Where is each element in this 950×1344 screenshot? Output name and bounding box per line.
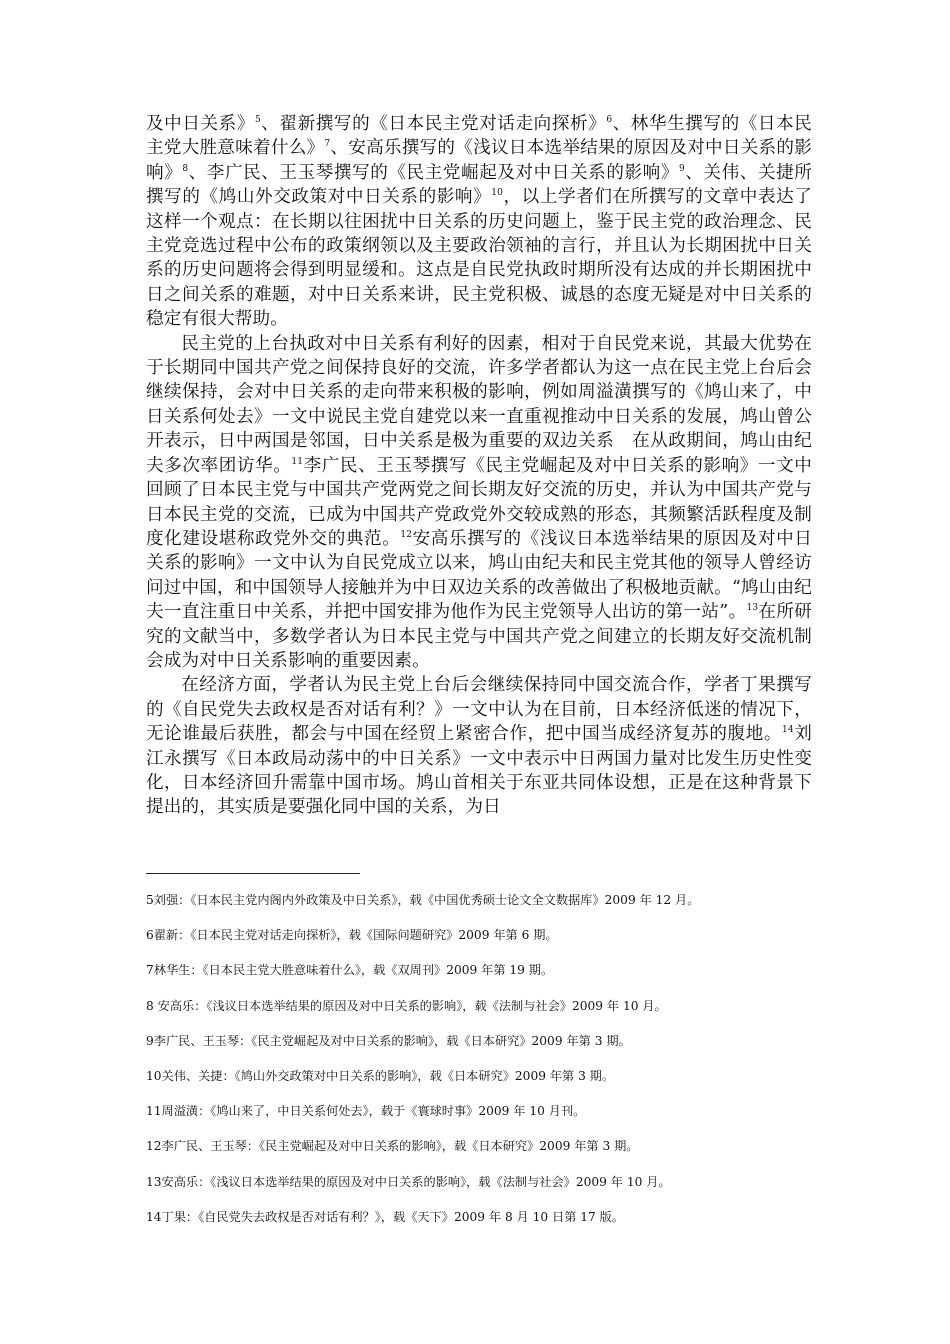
footnote: 7林华生：《日本民主党大胜意味着什么》，载《双周刊》2009 年第 19 期。 <box>146 963 554 978</box>
paragraph-text: 、林华生撰写的《日本民主党大胜意味着什么》 <box>146 114 813 159</box>
footnote: 14丁果：《自民党失去政权是否对话有利？》，载《天下》2009 年 8 月 10 日第 17 版。 <box>146 1209 625 1224</box>
paragraph-text: 、李广民、王玉琴撰写的《民主党崛起及对中日关系的影响》 <box>188 162 679 183</box>
paragraph-text: 、关伟、关捷所撰写的《鸠山外交政策对中日关系的影响》 <box>146 162 812 208</box>
footnote-reference[interactable]: 13 <box>746 603 759 614</box>
footnote: 6翟新：《日本民主党对话走向探析》，载《国际问题研究》2009 年第 6 期。 <box>146 928 558 943</box>
footnote: 13安高乐：《浅议日本选举结果的原因及对中日关系的影响》，载《法制与社会》2009 年 10 月。 <box>146 1174 671 1189</box>
footnote: 5刘强：《日本民主党内阁内外政策及中日关系》，载《中国优秀硕士论文全文数据库》2009 年 12 月。 <box>146 893 700 907</box>
footnotes <box>146 892 826 1244</box>
footnote-reference[interactable]: 6 <box>606 115 613 125</box>
paragraph <box>146 332 812 674</box>
paragraph-text: 民主党的上台执政对中日关系有利好的因素，相对于自民党来说，其最大优势在于长期同中国共产党之间保持良好的交流，许多学者都认为这一点在民主党上台后会继续保持，会对中日关系的走向带来积极的影响，例如周溢潢撰写的《鸠山来了，中日关系何处去》一文中说民主党自建党以来一直重视推动中日关系的发展，鸠山曾公开表示，日中两国是邻国，日中关系是极为重要的双边关系 在从政期间，鸠山由纪夫多次率团访华。 <box>146 333 812 476</box>
paragraph-text: 在经济方面，学者认为民主党上台后会继续保持同中国交流合作，学者丁果撰写的《自民党失去政权是否对话有利？》一文中认为在目前，日本经济低迷的情况下，无论谁最后获胜，都会与中国在经贸上紧密合作，把中国当成经济复苏的腹地。 <box>146 675 812 745</box>
body-text <box>146 112 812 820</box>
paragraph-text: ，以上学者们在所撰写的文章中表达了这样一个观点：在长期以往困扰中日关系的历史问题上，鉴于民主党的政治理念、民主党竞选过程中公布的政策纲领以及主要政治领袖的言行，并且认为长期困扰中日关系的历史问题将会得到明显缓和。这点是自民党执政时期所没有达成的并长期困扰中日之间关系的难题，对中日关系来讲，民主党积极、诚恳的态度无疑是对中日关系的稳定有很大帮助。 <box>146 187 812 330</box>
footnote: 10关伟、关捷：《鸠山外交政策对中日关系的影响》，载《日本研究》2009 年第 3 期。 <box>146 1068 615 1083</box>
footnote-reference[interactable]: 9 <box>678 163 685 174</box>
footnote-reference[interactable]: 7 <box>324 139 331 150</box>
paragraph-text: 、翟新撰写的《日本民主党对话走向探析》 <box>260 114 607 134</box>
footnote-reference[interactable]: 12 <box>400 529 413 540</box>
footnote: 12李广民、王玉琴：《民主党崛起及对中日关系的影响》，载《日本研究》2009 年第 3 期。 <box>146 1139 639 1154</box>
footnote: 8 安高乐：《浅议日本选举结果的原因及对中日关系的影响》，载《法制与社会》2009 年 10 月。 <box>146 998 667 1013</box>
paragraph <box>146 673 812 819</box>
paragraph-text: 李广民、王玉琴撰写《民主党崛起及对中日关系的影响》一文中回顾了日本民主党与中国共产党两党之间长期友好交流的历史，并认为中国共产党与日本民主党的交流，已成为中国共产党政党外交较成熟的形态，其频繁活跃程度及制度化建设堪称政党外交的典范。 <box>146 455 813 549</box>
footnote: 9李广民、王玉琴：《民主党崛起及对中日关系的影响》，载《日本研究》2009 年第 3 期。 <box>146 1033 631 1048</box>
footnote-reference[interactable]: 8 <box>182 163 189 174</box>
footnote-separator <box>146 873 360 874</box>
footnote-reference[interactable]: 5 <box>254 115 261 125</box>
footnote-reference[interactable]: 14 <box>782 725 794 736</box>
footnote: 11周溢潢：《鸠山来了，中日关系何处去》，载于《寰球时事》2009 年 10 月刊。 <box>146 1104 586 1119</box>
paragraph <box>146 112 812 332</box>
paragraph-text: 及中日关系》 <box>146 114 255 134</box>
paragraph-text: 安高乐撰写的《浅议日本选举结果的原因及对中日关系的影响》一文中认为自民党成立以来，鸠山由纪夫和民主党其他的领导人曾经访问过中国，和中国领导人接触并为中日双边关系的改善做出了积极地贡献。“鸠山由纪夫一直注重日中关系，并把中国安排为他作为民主党领导人出访的第一站”。 <box>146 528 812 623</box>
paragraph-text: 在所研究的文献当中，多数学者认为日本民主党与中国共产党之间建立的长期友好交流机制会成为对中日关系影响的重要因素。 <box>146 602 812 671</box>
footnote-reference[interactable]: 10 <box>491 188 504 199</box>
footnote-reference[interactable]: 11 <box>291 456 304 467</box>
paragraph-text: 、安高乐撰写的《浅议日本选举结果的原因及对中日关系的影响》 <box>146 138 812 183</box>
paragraph-text: 刘江永撰写《日本政局动荡中的中日关系》一文中表示中日两国力量对比发生历史性变化，日本经济回升需靠中国市场。鸠山首相关于东亚共同体设想，正是在这种背景下提出的，其实质是要强化同中国的关系，为日 <box>146 724 812 818</box>
